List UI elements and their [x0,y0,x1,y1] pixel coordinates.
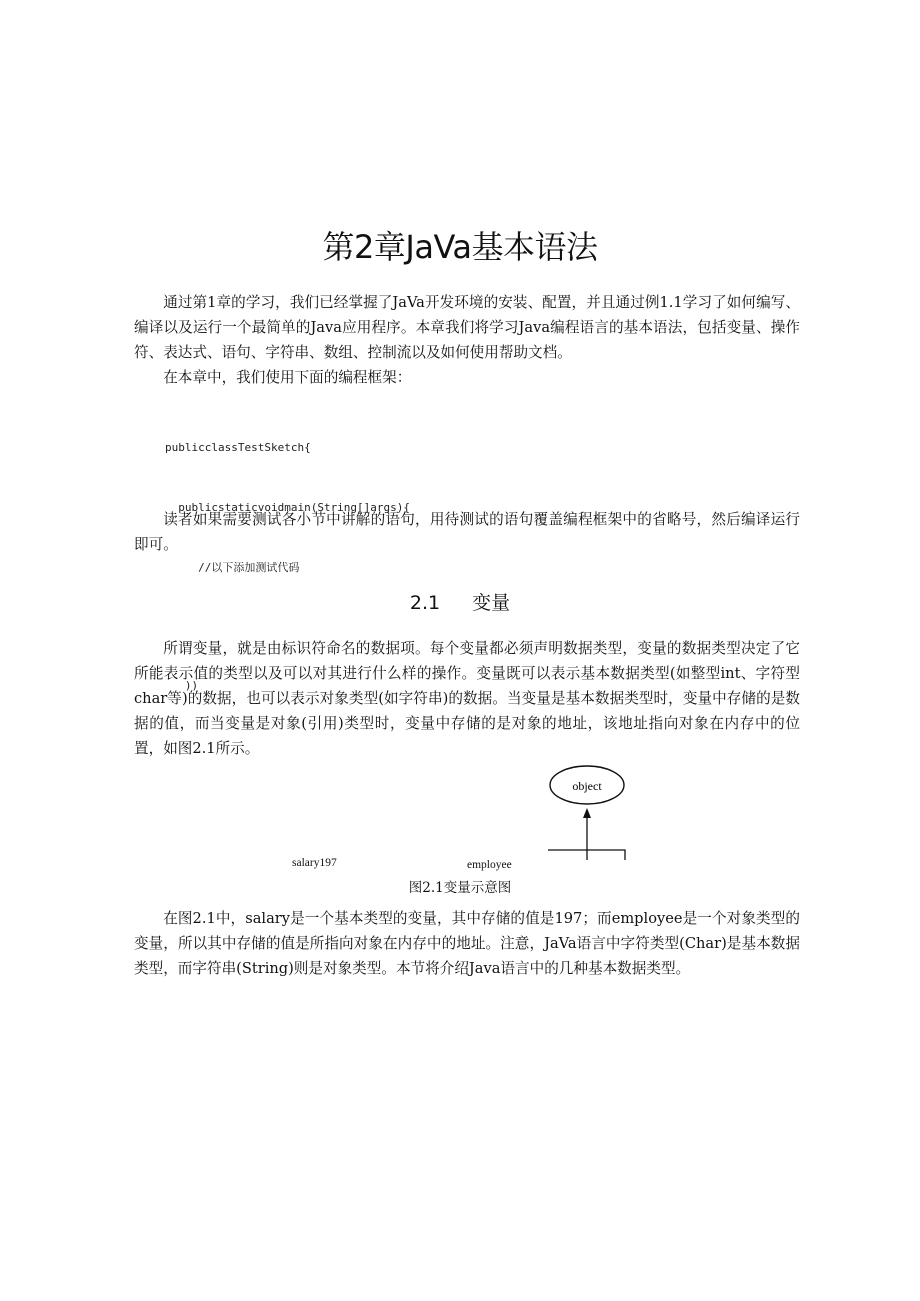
variables-paragraph: 所谓变量，就是由标识符命名的数据项。每个变量都必须声明数据类型，变量的数据类型决定了它所能表示值的类型以及可以对其进行什么样的操作。变量既可以表示基本数据类型(如整型int、字符型char等)的数据，也可以表示对象类型(如字符串)的数据。当变量是基本数据类型时，变量中存储的是数据的值，而当变量是对象(引用)类型时，变量中存储的是对象的地址，该地址指向对象在内存中的位置，如图2.1所示。 [134,640,800,757]
test-instructions-paragraph: 读者如果需要测试各小节中讲解的语句，用待测试的语句覆盖编程框架中的省略号，然后编译运行即可。 [134,511,800,553]
figure-caption: 图2.1变量示意图 [408,880,512,896]
diagram-graphic [0,764,920,884]
employee-label: employee [467,859,512,871]
intro-paragraph: 通过第1章的学习，我们已经掌握了JaVa开发环境的安装、配置，并且通过例1.1学习了如何编写、编译以及运行一个最简单的Java应用程序。本章我们将学习Java编程语言的基本语法，包括变量、操作符、表达式、语句、字符串、数组、控制流以及如何使用帮助文档。 [134,294,800,361]
section-number: 2.1 [409,592,441,614]
salary-label: salary197 [292,857,337,869]
code-line [165,618,410,636]
section-title-text: 变量 [472,592,511,614]
chapter-title: 第2章JaVa基本语法 [322,228,598,266]
framework-intro-paragraph: 在本章中，我们使用下面的编程框架： [163,369,412,386]
section-heading [0,588,920,615]
figure-explanation-paragraph: 在图2.1中，salary是一个基本类型的变量，其中存储的值是197；而employee是一个对象类型的变量，所以其中存储的值是所指向对象在内存中的地址。注意，JaVa语言中字符类型(Char)是基本数据类型，而字符串(String)则是对象类型。本节将介绍Java语言中的几种基本数据类型。 [134,910,800,977]
code-line: publicclassTestSketch{ [165,441,311,454]
variable-diagram [0,764,920,884]
object-label: object [572,779,602,793]
code-line: publicstaticvoidmain(String[]args){ [165,501,411,514]
pointer-arrowhead [583,808,591,818]
code-line: )) [165,679,199,692]
code-line: //以下添加测试代码 [165,561,300,574]
